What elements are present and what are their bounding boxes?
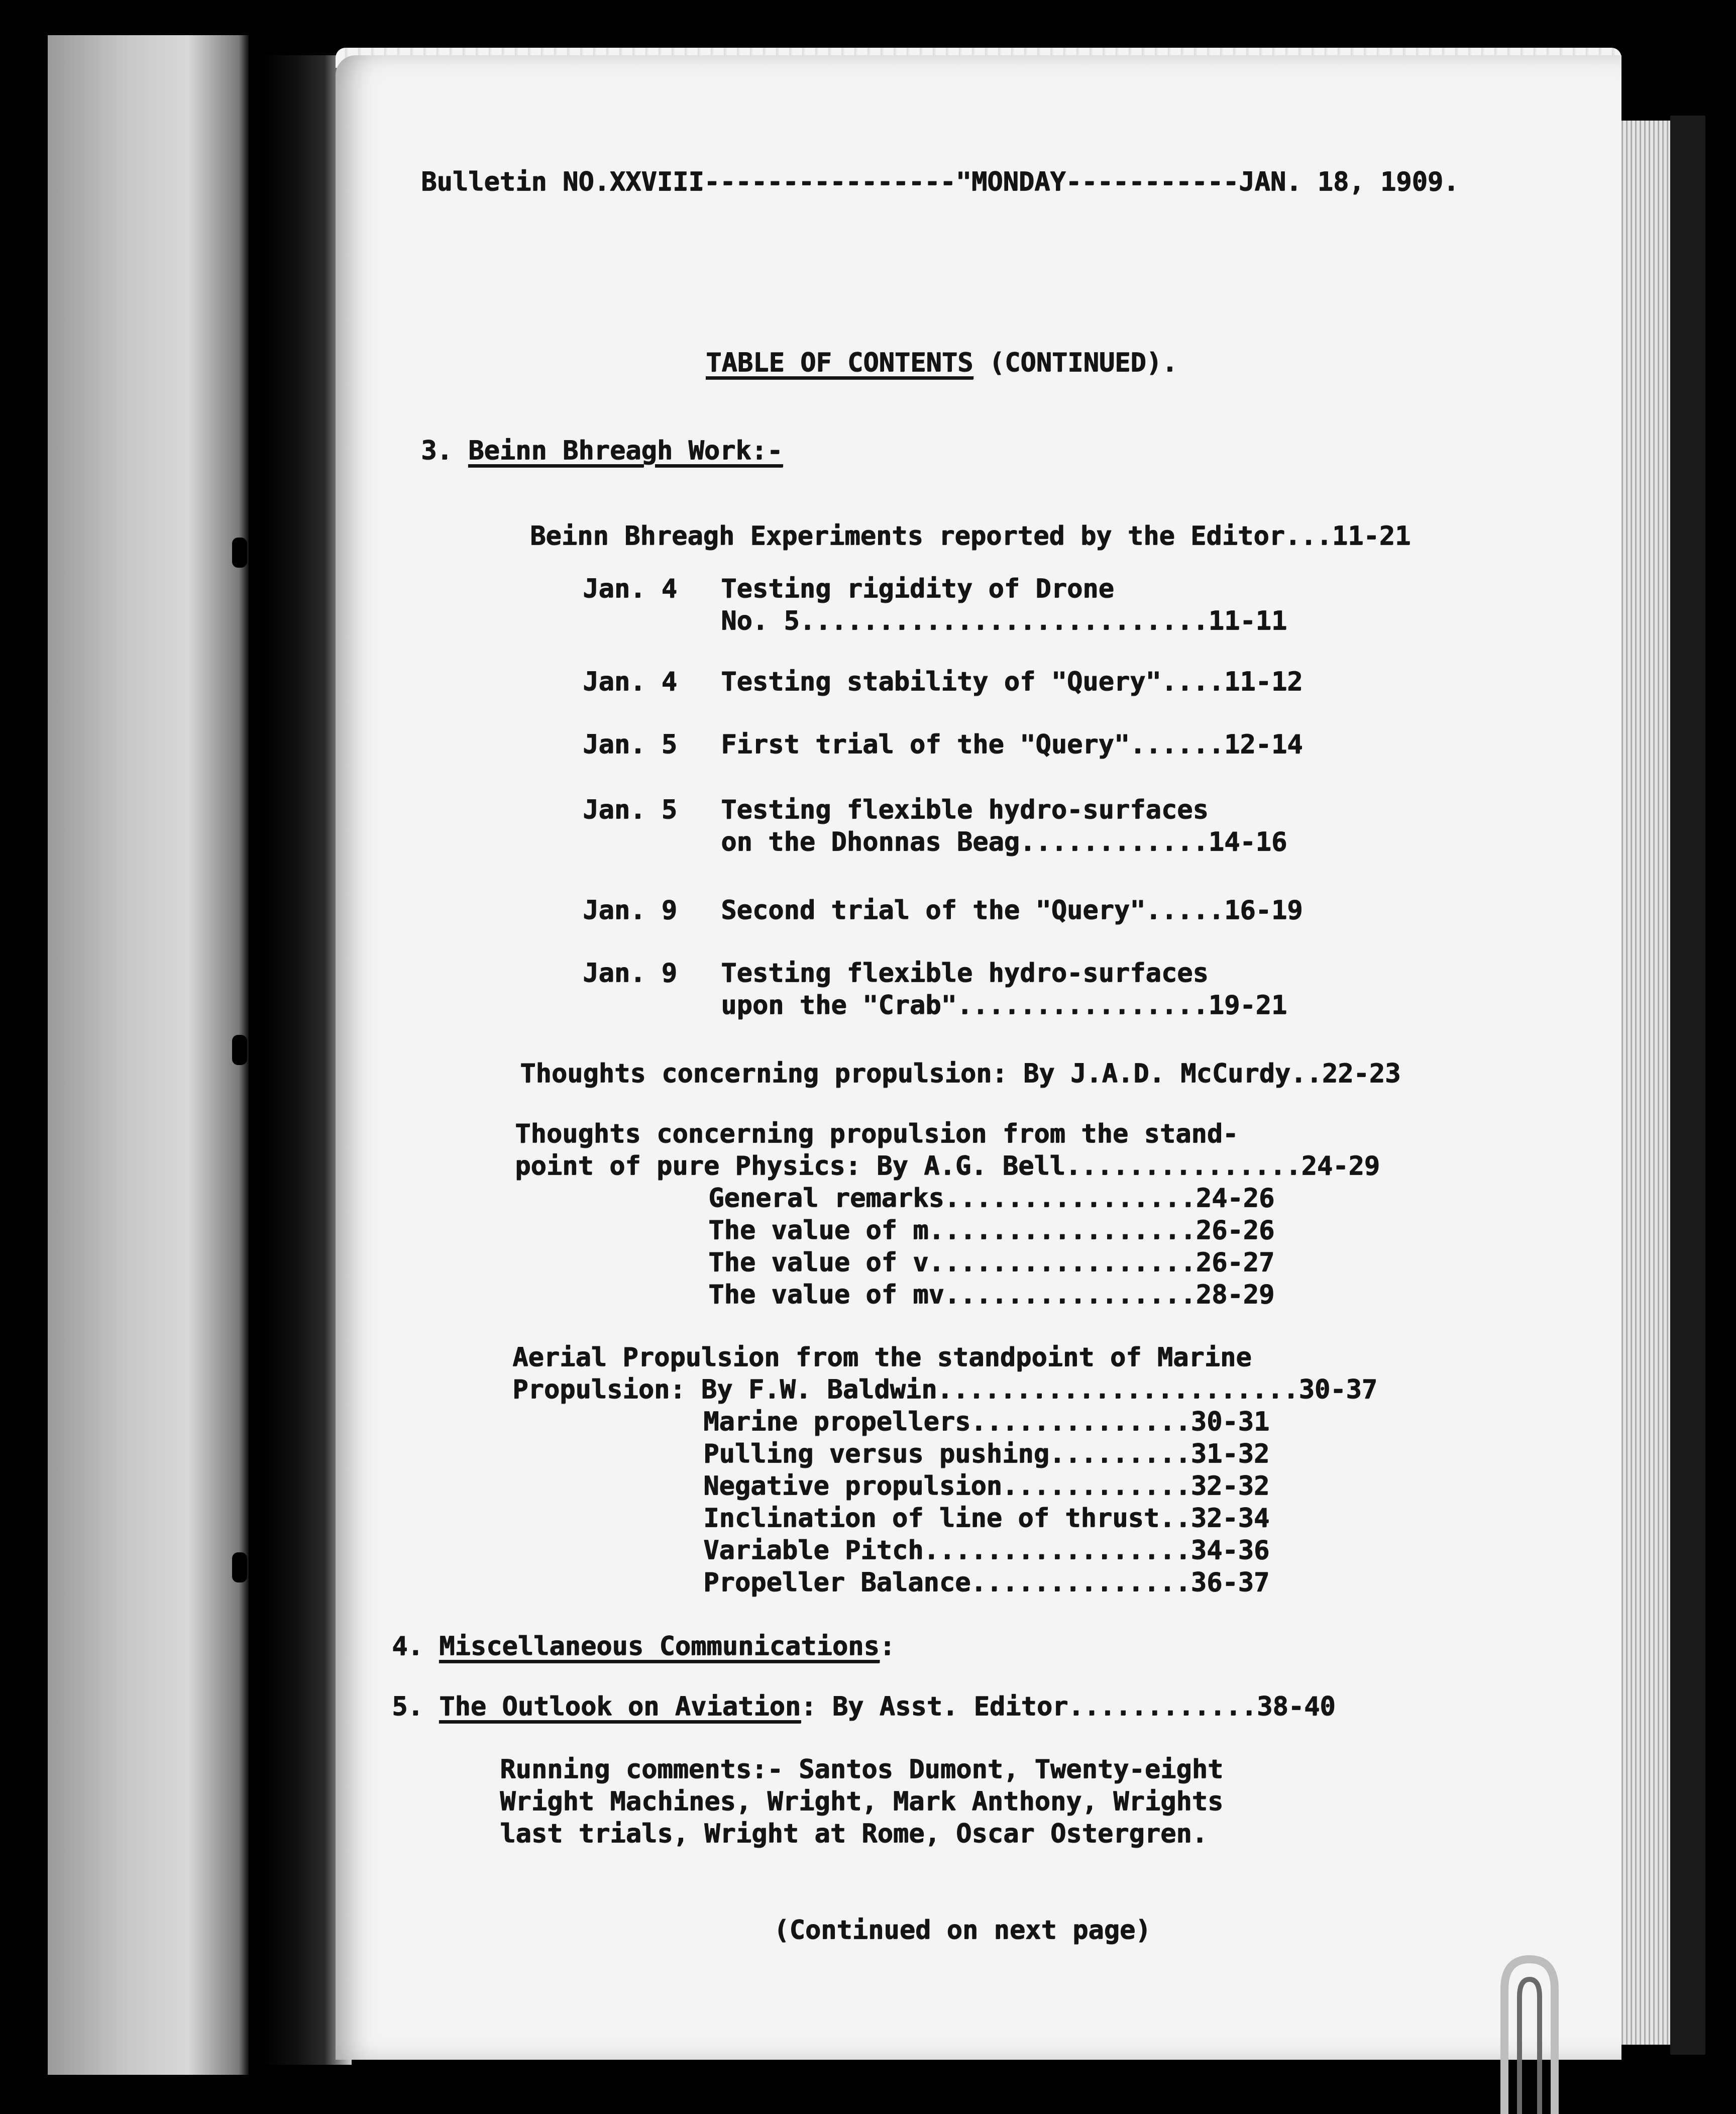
section-4-heading — [392, 1630, 895, 1662]
left-page-edge — [48, 35, 249, 2075]
toc-entry: Beinn Bhreagh Experiments reported by the Editor...11-21 — [530, 521, 1411, 551]
toc-subentry: The value of m.................26-26 — [708, 1215, 1275, 1245]
experiment-title-cont: on the Dhonnas Beag............14-16 — [721, 827, 1287, 857]
experiment-title: Testing flexible hydro-surfaces — [721, 795, 1209, 825]
binder-ring — [232, 1552, 247, 1582]
toc-subentry: Marine propellers..............30-31 — [703, 1407, 1270, 1437]
experiment-date: Jan. 9 — [583, 958, 677, 988]
title-main: TABLE OF CONTENTS — [706, 348, 973, 378]
header-dashes: ----------- — [1065, 167, 1239, 197]
experiment-date: Jan. 5 — [583, 729, 677, 760]
binder-clip — [1494, 1949, 1565, 2114]
section-number: 5. — [392, 1692, 423, 1722]
comments-line: Wright Machines, Wright, Mark Anthony, Wrights — [500, 1786, 1224, 1817]
toc-entry: Thoughts concerning propulsion: By J.A.D. McCurdy..22-23 — [520, 1059, 1401, 1089]
toc-entry: Aerial Propulsion from the standpoint of Marine — [512, 1342, 1252, 1372]
experiment-title: Testing stability of "Query"....11-12 — [721, 667, 1303, 697]
toc-subentry: Propeller Balance..............36-37 — [703, 1567, 1270, 1598]
experiment-title: Testing rigidity of Drone — [721, 574, 1114, 604]
section-title: The Outlook on Aviation — [439, 1692, 801, 1722]
toc-subentry: General remarks................24-26 — [708, 1183, 1275, 1213]
bulletin-day: MONDAY — [971, 167, 1066, 197]
section-entry-rest: : By Asst. Editor............38-40 — [801, 1692, 1336, 1722]
experiment-date: Jan. 9 — [583, 895, 677, 925]
section-title: Miscellaneous Communications — [439, 1631, 880, 1661]
comments-line: Running comments:- Santos Dumont, Twenty-eight — [500, 1754, 1224, 1784]
page-stack-shadow — [1670, 116, 1705, 2055]
toc-subentry: Variable Pitch.................34-36 — [703, 1535, 1270, 1565]
toc-entry-cont: point of pure Physics: By A.G. Bell...............24-29 — [515, 1151, 1380, 1181]
toc-subentry: Inclination of line of thrust..32-34 — [703, 1503, 1270, 1533]
experiment-date: Jan. 5 — [583, 795, 677, 825]
section-3-heading — [421, 435, 783, 467]
experiment-title: Testing flexible hydro-surfaces — [721, 958, 1209, 988]
toc-subentry: Negative propulsion............32-32 — [703, 1471, 1270, 1501]
binder-ring — [232, 1035, 247, 1065]
experiment-date: Jan. 4 — [583, 667, 677, 697]
toc-entry: Thoughts concerning propulsion from the stand- — [515, 1119, 1239, 1149]
binder-ring — [232, 538, 247, 568]
toc-subentry: The value of mv................28-29 — [708, 1280, 1275, 1310]
bulletin-number: Bulletin NO.XXVIII — [421, 167, 704, 197]
header-dashes: ----------------" — [704, 167, 971, 197]
experiment-title-cont: No. 5..........................11-11 — [721, 606, 1287, 636]
toc-subentry: The value of v.................26-27 — [708, 1247, 1275, 1278]
comments-line: last trials, Wright at Rome, Oscar Ostergren. — [500, 1819, 1208, 1849]
section-colon: : — [879, 1631, 895, 1661]
section-number: 3. — [421, 436, 453, 466]
section-number: 4. — [392, 1631, 423, 1661]
toc-subentry: Pulling versus pushing.........31-32 — [703, 1439, 1270, 1469]
experiment-title: First trial of the "Query"......12-14 — [721, 729, 1303, 760]
bulletin-header — [421, 166, 1459, 198]
page-title — [706, 347, 1177, 379]
section-title: Beinn Bhreagh Work:- — [468, 436, 783, 466]
toc-entry-cont: Propulsion: By F.W. Baldwin.......................30-37 — [512, 1375, 1377, 1405]
experiment-title: Second trial of the "Query".....16-19 — [721, 895, 1303, 925]
bulletin-date: JAN. 18, 1909. — [1238, 167, 1459, 197]
continued-note: (Continued on next page) — [774, 1915, 1151, 1945]
experiment-date: Jan. 4 — [583, 574, 677, 604]
title-suffix: (CONTINUED). — [973, 348, 1178, 378]
experiment-title-cont: upon the "Crab"................19-21 — [721, 990, 1287, 1020]
section-5-heading — [392, 1690, 1335, 1723]
